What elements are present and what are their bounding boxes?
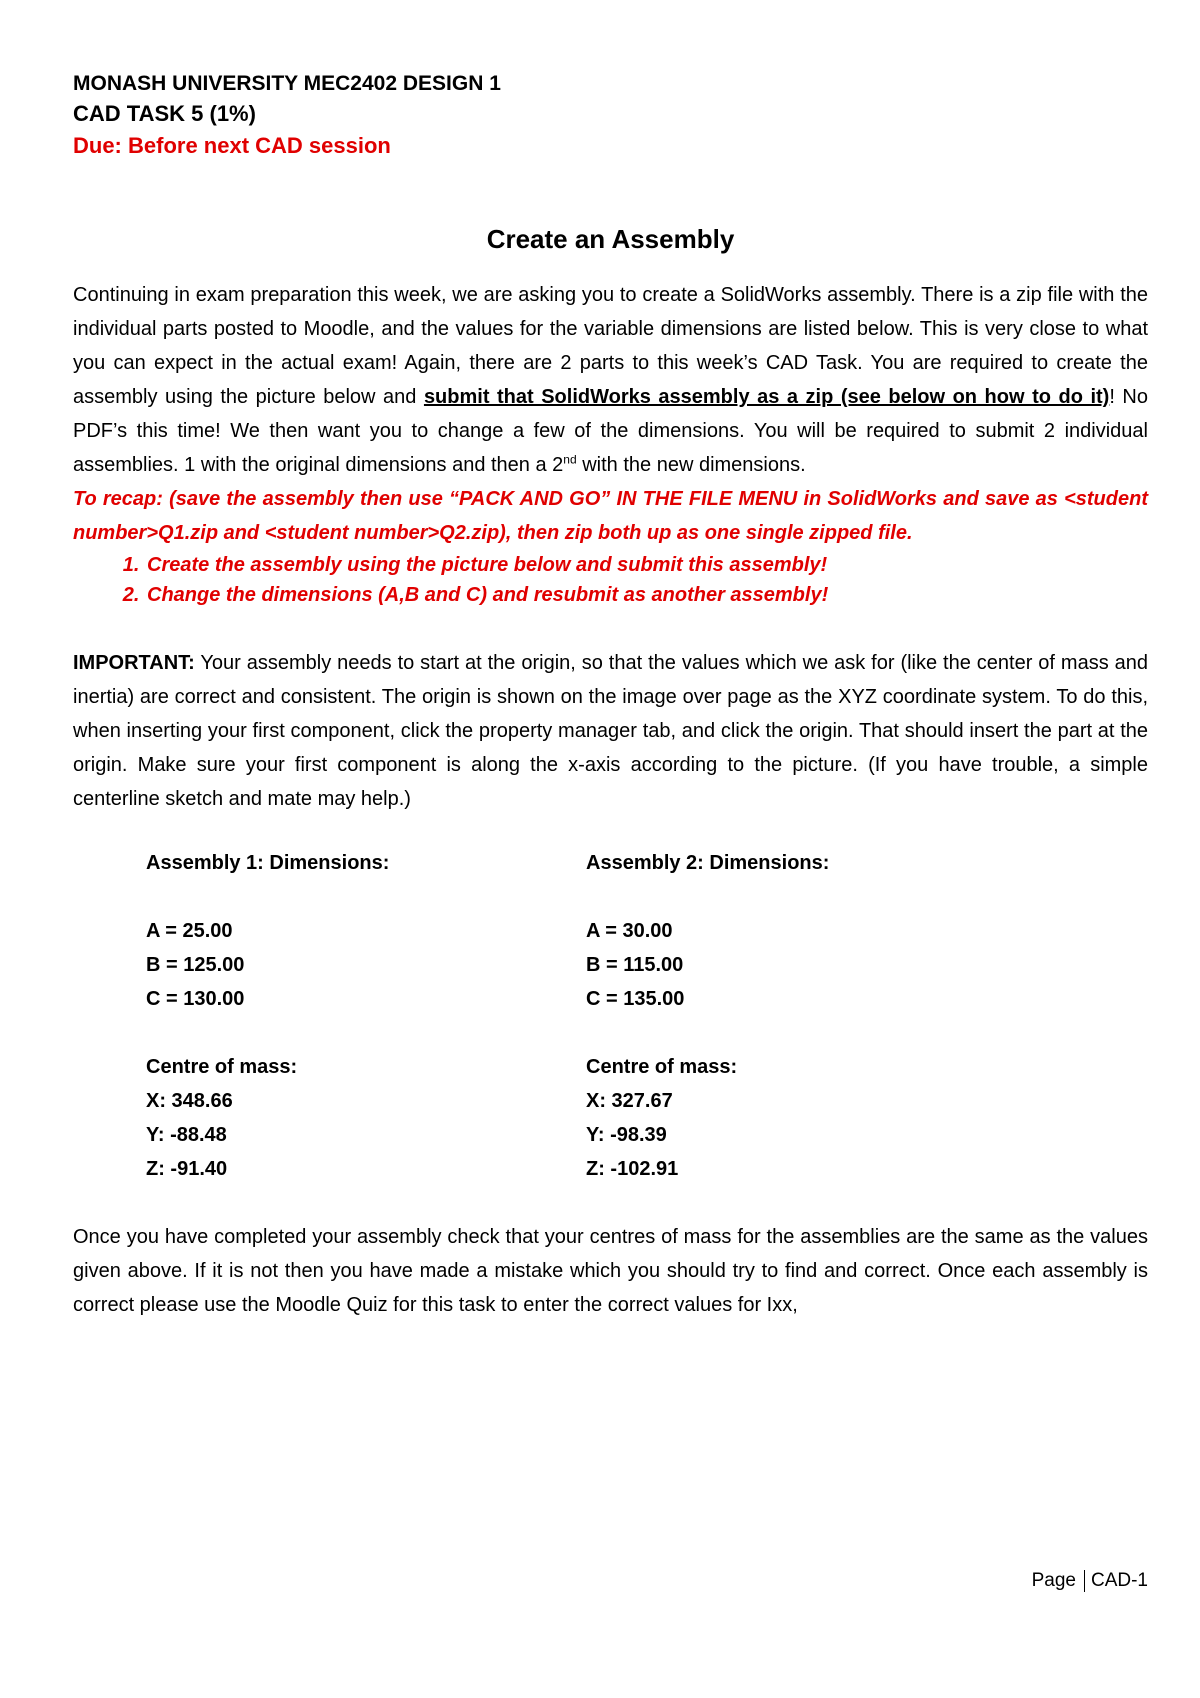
assembly-2-com-x: X: 327.67 — [586, 1090, 673, 1112]
assembly-2-heading: Assembly 2: Dimensions: — [586, 852, 830, 874]
assembly-2-dim-a: A = 30.00 — [586, 920, 673, 942]
footer-divider — [1084, 1570, 1085, 1592]
task-header: CAD TASK 5 (1%) — [73, 101, 256, 126]
intro-text-2: ! No PDF’s this time! We then want you to change a few of the dimensions. You will be required to submit 2 individual assemblies. 1 with the original dimensions and then a 2 — [73, 386, 1148, 476]
important-paragraph — [73, 646, 1148, 816]
assembly-2-com-y: Y: -98.39 — [586, 1124, 667, 1146]
due-notice: Due: Before next CAD session — [73, 133, 391, 158]
course-header: MONASH UNIVERSITY MEC2402 DESIGN 1 — [73, 72, 501, 95]
dimensions-table — [73, 846, 1148, 1186]
recap-instructions: To recap: (save the assembly then use “PACK AND GO” IN THE FILE MENU in SolidWorks and save as <student number>Q1.zip and <student number>Q2.zip), then zip both up as one single zipped file. — [73, 488, 1148, 544]
assembly-1-com-heading: Centre of mass: — [146, 1056, 298, 1078]
important-text: Your assembly needs to start at the origin, so that the values which we ask for (like the center of mass and inertia) are correct and consistent. The origin is shown on the image over page as the XYZ coordinate system. To do this, when inserting your first component, click the property manager tab, and click the origin. That should insert the part at the origin. Make sure your first component is along the x-axis according to the picture. (If you have trouble, a simple centerline sketch and mate may help.) — [73, 652, 1148, 810]
intro-text-3: with the new dimensions. — [576, 454, 806, 476]
important-label: IMPORTANT: — [73, 652, 195, 674]
steps-list — [73, 550, 1148, 610]
assembly-1-dim-a: A = 25.00 — [146, 920, 233, 942]
assembly-2-com-heading: Centre of mass: — [586, 1056, 738, 1078]
assembly-1-heading: Assembly 1: Dimensions: — [146, 852, 390, 874]
assembly-1-dim-b: B = 125.00 — [146, 954, 245, 976]
assembly-1-com-y: Y: -88.48 — [146, 1124, 227, 1146]
assembly-1-column — [146, 846, 586, 1186]
assembly-1-com-x: X: 348.66 — [146, 1090, 233, 1112]
assembly-2-column — [586, 846, 1026, 1186]
step-item: 1. Create the assembly using the picture below and submit this assembly! — [145, 550, 1148, 580]
page-content — [73, 70, 1148, 1322]
page-title: Create an Assembly — [486, 224, 735, 254]
page-number: CAD-1 — [1090, 1570, 1148, 1591]
assembly-2-dim-c: C = 135.00 — [586, 988, 685, 1010]
assembly-1-dim-c: C = 130.00 — [146, 988, 245, 1010]
assembly-2-com-z: Z: -102.91 — [586, 1158, 679, 1180]
intro-text-1: Continuing in exam preparation this week, we are asking you to create a SolidWorks assembly. There is a zip file with the individual parts posted to Moodle, and the values for the variable dimensions are listed below. This is very close to what you can expect in the actual exam! Again, there are 2 parts to this week’s CAD Task. You are required to create the assembly using the picture below and — [73, 284, 1148, 408]
submit-instruction-emphasis: submit that SolidWorks assembly as a zip (see below on how to do it) — [423, 386, 1110, 408]
assembly-2-dim-b: B = 115.00 — [586, 954, 684, 976]
page-label: Page — [1031, 1570, 1076, 1591]
closing-paragraph: Once you have completed your assembly check that your centres of mass for the assemblies are the same as the values given above. If it is not then you have made a mistake which you should try to find and correct. Once each assembly is correct please use the Moodle Quiz for this task to enter the correct values for Ixx, — [73, 1226, 1148, 1316]
step-item: 2. Change the dimensions (A,B and C) and resubmit as another assembly! — [145, 580, 1148, 610]
assembly-1-com-z: Z: -91.40 — [146, 1158, 228, 1180]
ordinal-superscript: nd — [563, 452, 577, 467]
intro-paragraph — [73, 278, 1148, 482]
page-footer — [1032, 1570, 1148, 1592]
